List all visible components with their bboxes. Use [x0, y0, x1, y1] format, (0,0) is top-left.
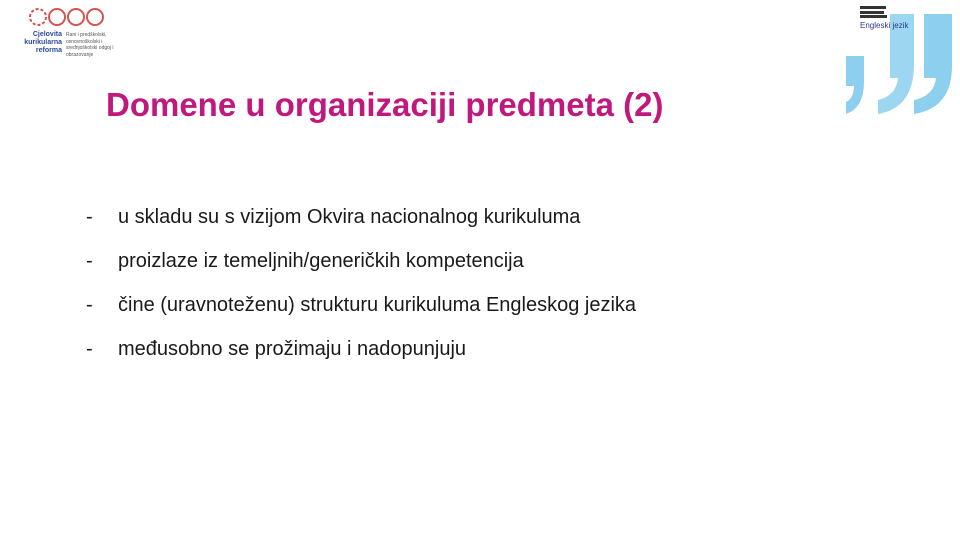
subject-logo-fine-print	[860, 6, 890, 20]
subject-logo	[842, 4, 960, 116]
list-item	[86, 202, 636, 246]
list-item	[86, 334, 636, 378]
reform-logo-circles-icon	[28, 6, 108, 28]
subject-logo-label: Engleski jezik	[860, 21, 909, 30]
list-item	[86, 246, 636, 290]
bullet-marker: -	[86, 250, 93, 272]
list-item	[86, 290, 636, 334]
bullet-text: proizlaze iz temeljnih/generičkih kompetencija	[118, 250, 524, 272]
reform-logo-tagline: Rani i predškolski, osnovnoškolski i srednjoškolski odgoj i obrazovanje	[66, 32, 114, 58]
bullet-text: čine (uravnoteženu) strukturu kurikuluma Engleskog jezika	[118, 294, 637, 316]
bullet-marker: -	[86, 338, 93, 360]
reform-logo-brand: Cjelovita kurikularna reforma	[24, 31, 62, 54]
bullet-list	[86, 202, 636, 378]
bullet-marker: -	[86, 206, 93, 228]
bullet-text: međusobno se prožimaju i nadopunjuju	[118, 338, 467, 360]
bullet-text: u skladu su s vizijom Okvira nacionalnog kurikuluma	[118, 206, 581, 228]
reform-logo	[18, 4, 128, 62]
slide-title: Domene u organizaciji predmeta (2)	[106, 86, 664, 123]
bullet-marker: -	[86, 294, 93, 316]
